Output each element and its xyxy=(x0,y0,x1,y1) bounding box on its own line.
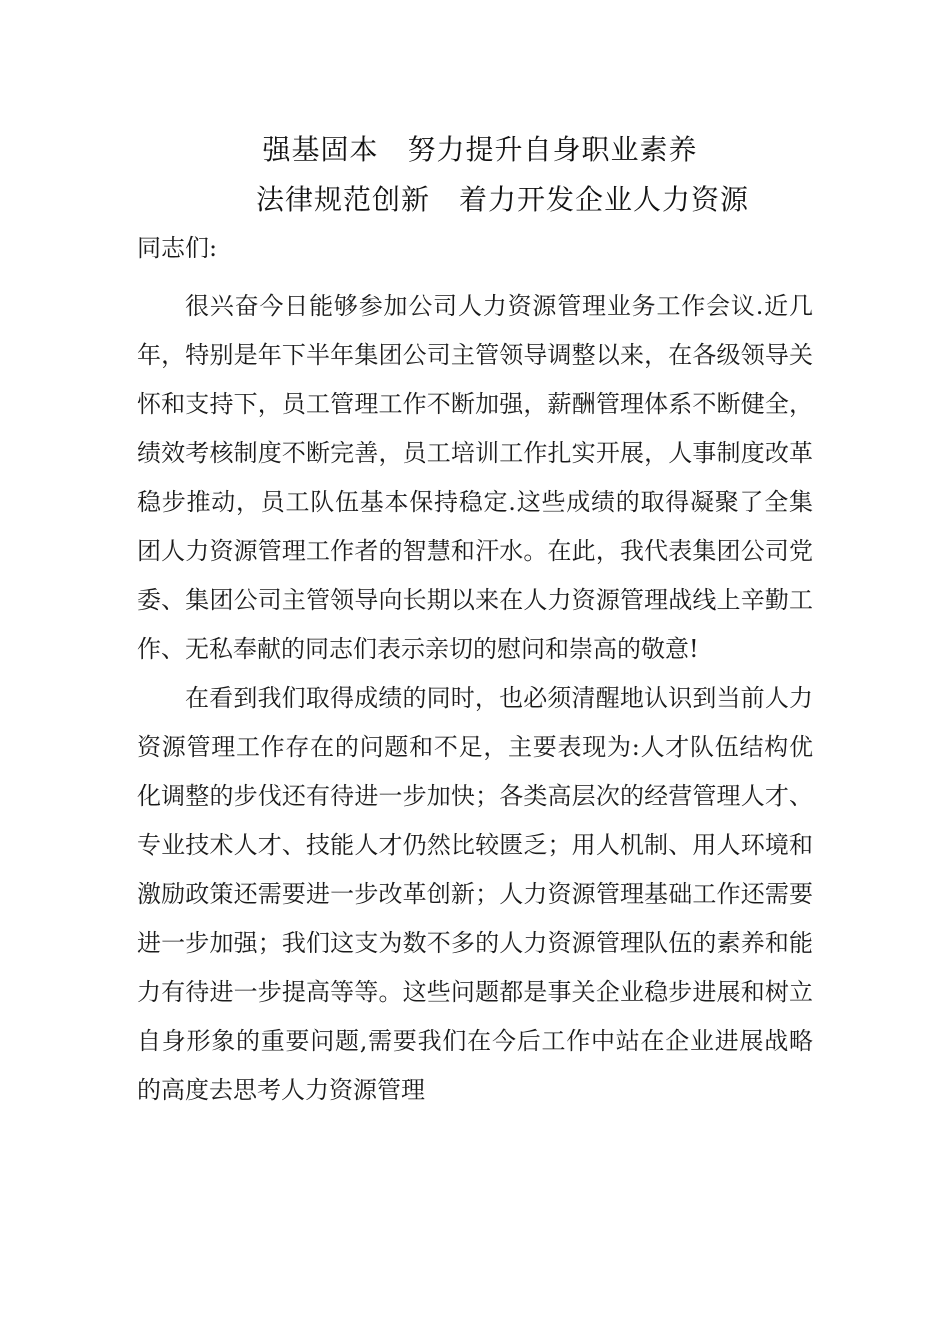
title-line-1: 强基固本 努力提升自身职业素养 xyxy=(262,133,698,166)
salutation: 同志们: xyxy=(137,234,218,262)
body-text xyxy=(137,282,813,1115)
paragraph-1: 很兴奋今日能够参加公司人力资源管理业务工作会议.近几年，特别是年下半年集团公司主管领导调整以来，在各级领导关怀和支持下，员工管理工作不断加强，薪酬管理体系不断健全，绩效考核制度不断完善，员工培训工作扎实开展，人事制度改革稳步推动，员工队伍基本保持稳定.这些成绩的取得凝聚了全集团人力资源管理工作者的智慧和汗水。在此，我代表集团公司党委、集团公司主管领导向长期以来在人力资源管理战线上辛勤工作、无私奉献的同志们表示亲切的慰问和崇高的敬意! xyxy=(137,292,813,663)
paragraph-2: 在看到我们取得成绩的同时，也必须清醒地认识到当前人力资源管理工作存在的问题和不足，主要表现为:人才队伍结构优化调整的步伐还有待进一步加快；各类高层次的经营管理人才、专业技术人才、技能人才仍然比较匮乏；用人机制、用人环境和激励政策还需要进一步改革创新；人力资源管理基础工作还需要进一步加强；我们这支为数不多的人力资源管理队伍的素养和能力有待进一步提高等等。这些问题都是事关企业稳步进展和树立自身形象的重要问题,需要我们在今后工作中站在企业进展战略的高度去思考人力资源管理 xyxy=(137,684,813,1104)
title-line-2: 法律规范创新 着力开发企业人力资源 xyxy=(255,183,749,216)
